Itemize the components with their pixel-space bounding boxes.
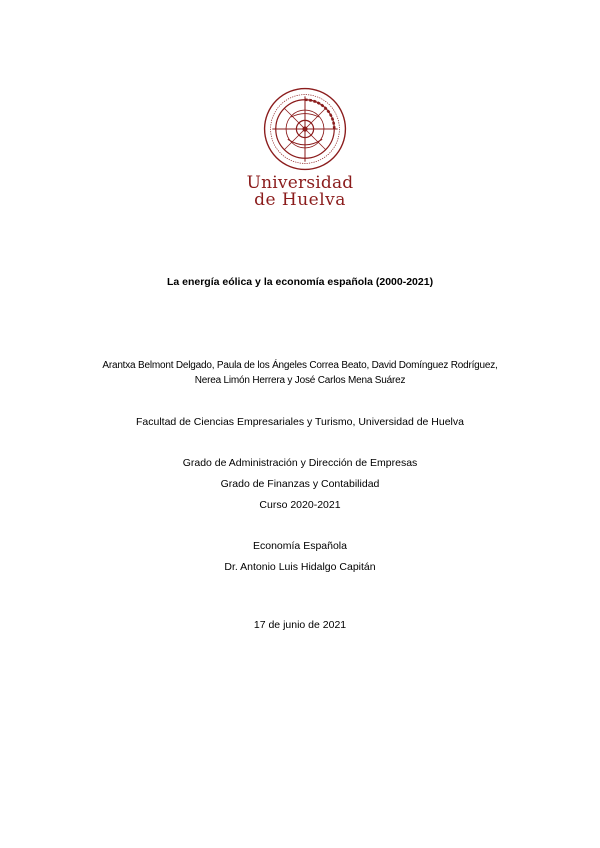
document-date: 17 de junio de 2021 xyxy=(253,619,347,631)
logo-text-line1: Universidad xyxy=(246,173,354,193)
degree-1: Grado de Administración y Dirección de Empresas xyxy=(182,457,418,469)
subject-name: Economía Española xyxy=(253,540,347,552)
logo-text-line2: de Huelva xyxy=(254,190,346,210)
authors-line1: Arantxa Belmont Delgado, Paula de los Ángeles Correa Beato, David Domínguez Rodríguez, xyxy=(102,360,498,371)
degree-2: Grado de Finanzas y Contabilidad xyxy=(220,478,380,490)
professor-name: Dr. Antonio Luis Hidalgo Capitán xyxy=(224,561,376,573)
document-title: La energía eólica y la economía española (2000-2021) xyxy=(166,276,434,288)
faculty: Facultad de Ciencias Empresariales y Turismo, Universidad de Huelva xyxy=(136,416,464,428)
university-seal-icon xyxy=(262,86,348,172)
authors-line2: Nerea Limón Herrera y José Carlos Mena Suárez xyxy=(194,375,406,386)
course-year: Curso 2020-2021 xyxy=(259,499,341,511)
